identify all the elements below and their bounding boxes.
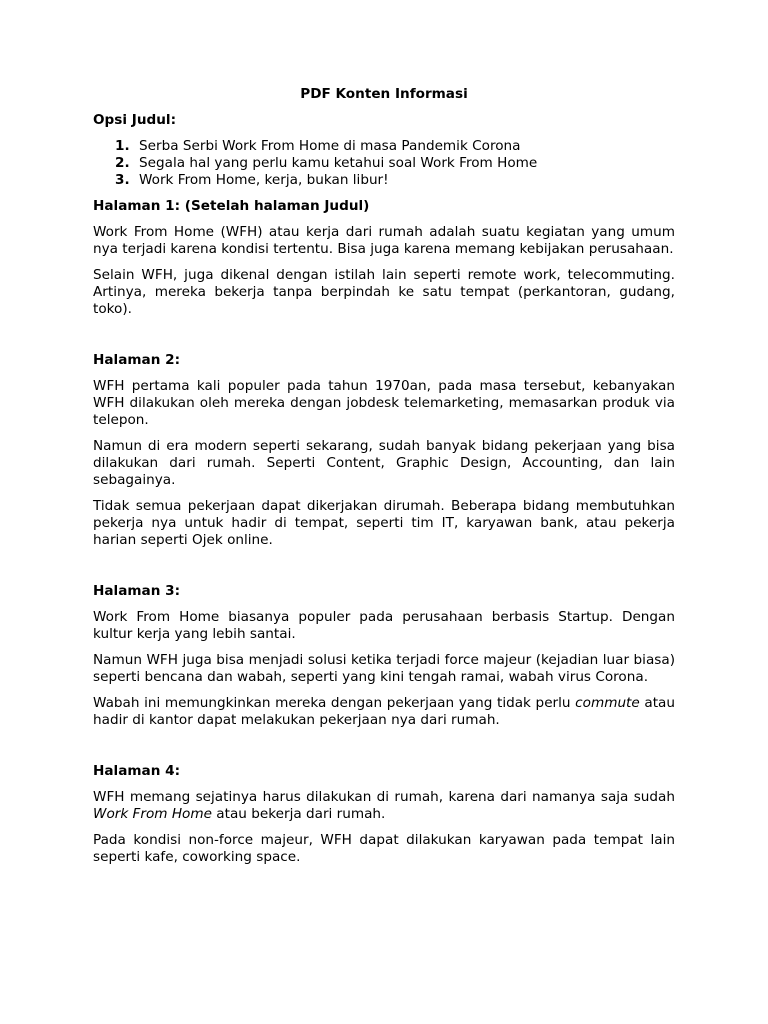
section-spacer [93,327,675,352]
list-item [93,138,675,155]
page4-paragraph-1 [93,789,675,823]
italic-text: commute [575,695,640,711]
text-run: WFH memang sejatinya harus dilakukan di rumah, karena dari namanya saja sudah [93,789,675,805]
page3-heading: Halaman 3: [93,583,181,599]
list-number: 2. [115,155,130,171]
text-run: Wabah ini memungkinkan mereka dengan pekerjaan yang tidak perlu [93,695,576,711]
page1-heading: Halaman 1: (Setelah halaman Judul) [93,198,370,214]
page1-paragraph-2: Selain WFH, juga dikenal dengan istilah lain seperti remote work, telecommuting. Artinya, mereka bekerja tanpa berpindah ke satu tempat (perkantoran, gudang, toko). [93,267,675,317]
page3-paragraph-3 [93,695,675,729]
page4-heading: Halaman 4: [93,763,181,779]
text-run: atau hadir di kantor dapat melakukan pekerjaan nya dari rumah. [93,695,675,728]
options-heading: Opsi Judul: [93,112,177,128]
page3-paragraph-1: Work From Home biasanya populer pada perusahaan berbasis Startup. Dengan kultur kerja yang lebih santai. [93,609,675,642]
title-options-list [93,138,675,189]
italic-text: Work From Home [93,806,212,822]
page2-paragraph-3: Tidak semua pekerjaan dapat dikerjakan dirumah. Beberapa bidang membutuhkan pekerja nya untuk hadir di tempat, seperti tim IT, karyawan bank, atau pekerja harian seperti Ojek online. [93,498,675,548]
document-page [93,86,675,875]
page2-heading: Halaman 2: [93,352,181,368]
text-run: atau bekerja dari rumah. [211,806,386,822]
list-number: 1. [115,138,130,154]
list-item [93,155,675,172]
section-spacer [93,738,675,763]
page2-paragraph-1: WFH pertama kali populer pada tahun 1970an, pada masa tersebut, kebanyakan WFH dilakukan oleh mereka dengan jobdesk telemarketing, memasarkan produk via telepon. [93,378,675,428]
list-item-text: Serba Serbi Work From Home di masa Pandemik Corona [139,138,521,154]
page3-paragraph-2: Namun WFH juga bisa menjadi solusi ketika terjadi force majeur (kejadian luar biasa) seperti bencana dan wabah, seperti yang kini tengah ramai, wabah virus Corona. [93,652,675,685]
list-item-text: Work From Home, kerja, bukan libur! [139,172,389,188]
section-spacer [93,558,675,583]
list-number: 3. [115,172,130,188]
page2-paragraph-2: Namun di era modern seperti sekarang, sudah banyak bidang pekerjaan yang bisa dilakukan dari rumah. Seperti Content, Graphic Design, Accounting, dan lain sebagainya. [93,438,675,488]
document-title: PDF Konten Informasi [300,86,468,102]
page1-paragraph-1: Work From Home (WFH) atau kerja dari rumah adalah suatu kegiatan yang umum nya terjadi karena kondisi tertentu. Bisa juga karena memang kebijakan perusahaan. [93,224,675,257]
list-item [93,172,675,189]
list-item-text: Segala hal yang perlu kamu ketahui soal Work From Home [139,155,538,171]
page4-paragraph-2: Pada kondisi non-force majeur, WFH dapat dilakukan karyawan pada tempat lain seperti kafe, coworking space. [93,832,675,865]
